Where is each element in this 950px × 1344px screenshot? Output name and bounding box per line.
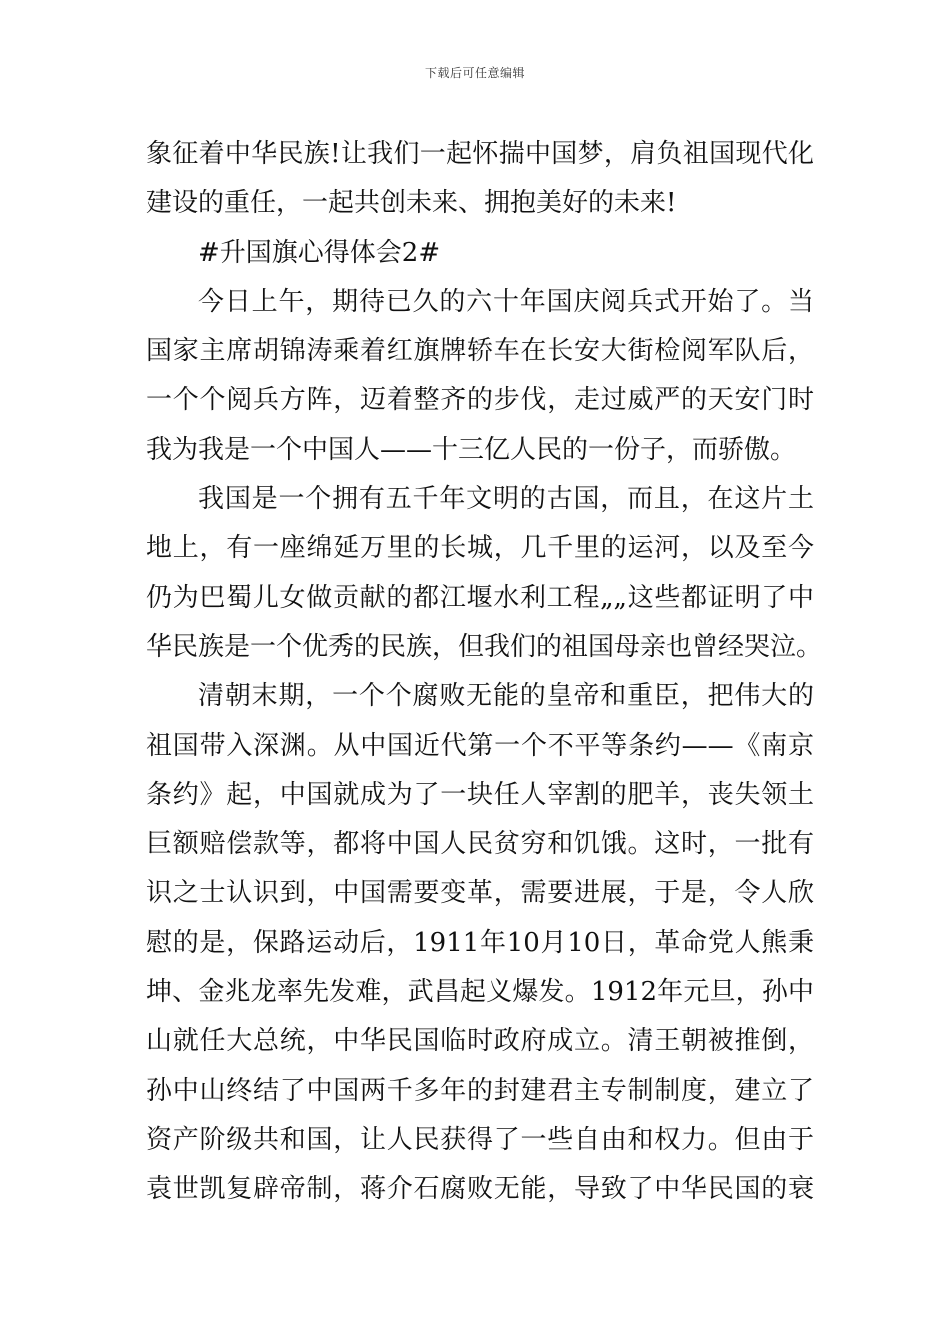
text-line: 我国是一个拥有五千年文明的古国，而且，在这片土: [198, 484, 814, 515]
text-line: 坤、金兆龙率先发难，武昌起义爆发。1912年元旦，孙中: [146, 977, 814, 1008]
text-line: 孙中山终结了中国两千多年的封建君主专制制度，建立了: [146, 1075, 814, 1106]
text-line: 建设的重任，一起共创未来、拥抱美好的未来!: [146, 188, 677, 219]
text-line: #升国旗心得体会2#: [198, 237, 441, 268]
text-line: 我为我是一个中国人——十三亿人民的一份子，而骄傲。: [146, 434, 797, 465]
text-line: 华民族是一个优秀的民族，但我们的祖国母亲也曾经哭泣。: [146, 631, 823, 662]
text-line: 仍为巴蜀儿女做贡献的都江堰水利工程„„这些都证明了中: [146, 582, 814, 613]
text-line: 资产阶级共和国，让人民获得了一些自由和权力。但由于: [146, 1124, 814, 1155]
text-line: 巨额赔偿款等，都将中国人民贫穷和饥饿。这时，一批有: [146, 829, 814, 860]
text-line: 山就任大总统，中华民国临时政府成立。清王朝被推倒，: [146, 1026, 814, 1057]
text-line: 清朝末期，一个个腐败无能的皇帝和重臣，把伟大的: [198, 681, 814, 712]
document-body: [146, 130, 823, 1215]
text-line: 条约》起，中国就成为了一块任人宰割的肥羊，丧失领土: [146, 779, 814, 810]
text-line: 识之士认识到，中国需要变革，需要进展，于是，令人欣: [146, 878, 814, 909]
text-line: 一个个阅兵方阵，迈着整齐的步伐，走过威严的天安门时: [146, 385, 814, 416]
text-line: 国家主席胡锦涛乘着红旗牌轿车在长安大街检阅军队后，: [146, 336, 814, 367]
text-line: 祖国带入深渊。从中国近代第一个不平等条约——《南京: [146, 730, 814, 761]
text-line: 地上，有一座绵延万里的长城，几千里的运河，以及至今: [146, 533, 814, 564]
text-line: 象征着中华民族!让我们一起怀揣中国梦，肩负祖国现代化: [146, 139, 814, 169]
text-line: 慰的是，保路运动后，1911年10月10日，革命党人熊秉: [146, 927, 814, 958]
text-line: 今日上午，期待已久的六十年国庆阅兵式开始了。当: [198, 286, 814, 317]
page-header: 下载后可任意编辑: [424, 66, 525, 80]
text-line: 袁世凯复辟帝制，蒋介石腐败无能，导致了中华民国的衰: [146, 1174, 814, 1205]
